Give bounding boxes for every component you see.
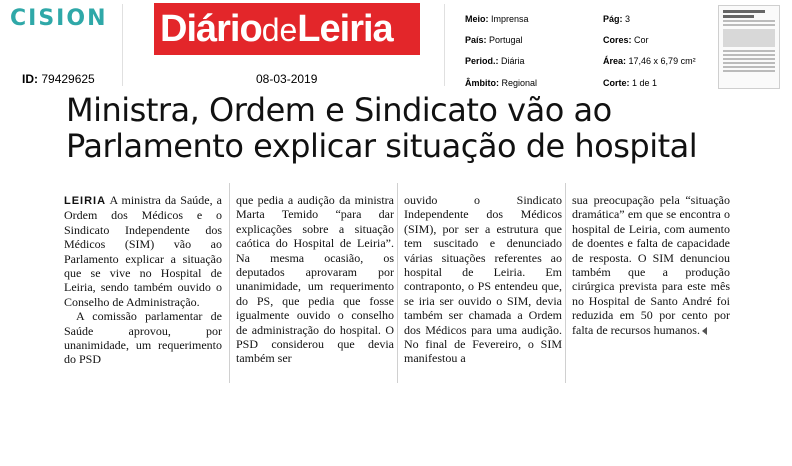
meta-pais: País: Portugal bbox=[465, 35, 523, 45]
masthead-logo: DiáriodeLeiria bbox=[154, 3, 420, 55]
meta-cores: Cores: Cor bbox=[603, 35, 649, 45]
clipping-date: 08-03-2019 bbox=[256, 72, 318, 86]
meta-pagina: Pág: 3 bbox=[603, 14, 631, 24]
page-thumbnail[interactable] bbox=[718, 5, 780, 89]
header-divider bbox=[122, 4, 123, 86]
column-divider bbox=[565, 183, 566, 383]
meta-ambito: Âmbito: Regional bbox=[465, 78, 538, 88]
meta-meio: Meio: Imprensa bbox=[465, 14, 529, 24]
column-divider bbox=[397, 183, 398, 383]
article-column-2: que pedia a audição da ministra Marta Temido “para dar explicações sobre a situação caótica do Hospital de Leiria”. Na mesma ocasião, os deputados aprovaram por unanimidade, um requerimento do PS, que pedia que fosse igualmente ouvido o conselho de administração do hospital. O PSD considerou que devia também ser bbox=[236, 193, 394, 366]
article-column-3: ouvido o Sindicato Independente dos Médicos (SIM), por ser a estrutura que tem suscitado e denunciado várias situações referentes ao hospital de Leiria. Em contraponto, o PS entendeu que, se iria ser ouvido o SIM, devia também ser chamada a Ordem dos Médicos para uma audição. No final de Fevereiro, o SIM manifestou a bbox=[404, 193, 562, 366]
end-of-article-icon bbox=[702, 327, 707, 335]
clipping-id: ID: 79429625 bbox=[22, 72, 95, 86]
article-headline: Ministra, Ordem e Sindicato vão ao Parlamento explicar situação de hospital bbox=[66, 91, 698, 165]
column-divider bbox=[229, 183, 230, 383]
article-column-4: sua preocupação pela “situação dramática” em que se encontra o hospital de Leiria, com aumento de doentes e falta de capacidade de resposta. O SIM denunciou também que a produção cirúrgica prevista para este mês no Hospital de Santo André foi reduzida em 50 por cento por falta de recursos humanos. bbox=[572, 193, 730, 337]
meta-area: Área: 17,46 x 6,79 cm² bbox=[603, 56, 696, 66]
meta-divider bbox=[444, 4, 445, 86]
meta-periodicidade: Period.: Diária bbox=[465, 56, 525, 66]
article-kicker: LEIRIA bbox=[64, 195, 107, 207]
meta-corte: Corte: 1 de 1 bbox=[603, 78, 658, 88]
cision-logo: CISION bbox=[10, 6, 108, 31]
article-column-1: LEIRIA A ministra da Saúde, a Ordem dos Médicos e o Sindicato Independente dos Médicos (SIM) vão ao Parlamento explicar a situação que se vive no Hospital de Leiria, sendo também ouvido o Conselho de Administração. A comissão parlamentar de Saúde aprovou, por unanimidade, um requerimento do PSD bbox=[64, 193, 222, 367]
